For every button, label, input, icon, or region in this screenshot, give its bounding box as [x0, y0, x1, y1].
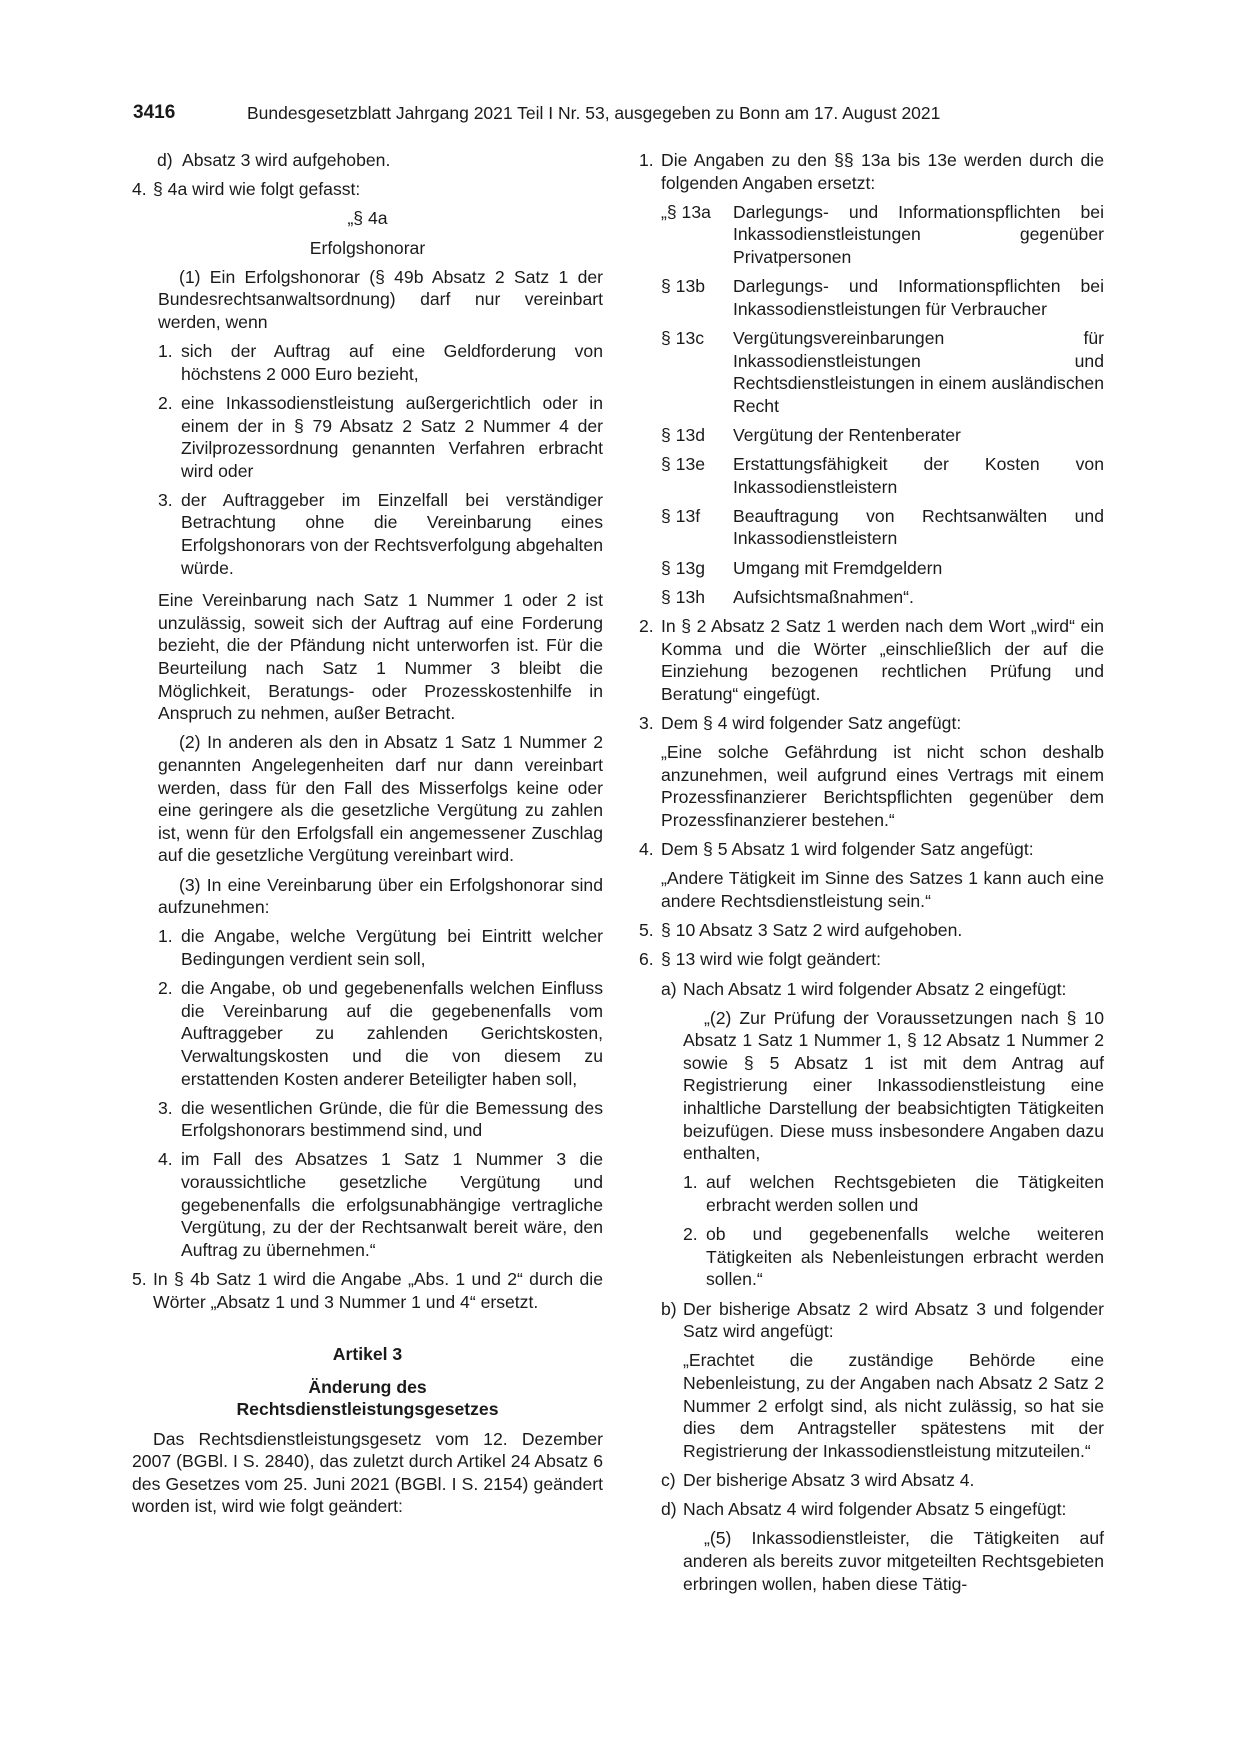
- toc-entry: § 13b Darlegungs- und Informationspflichten bei Inkassodienstleistungen für Verbraucher: [661, 276, 1104, 319]
- running-header: Bundesgesetzblatt Jahrgang 2021 Teil I Nr. 53, ausgegeben zu Bonn am 17. August 2021: [247, 103, 941, 123]
- article-title: Rechtsdienstleistungsgesetzes: [236, 1399, 499, 1420]
- list-item: 2. die Angabe, ob und gegebenenfalls welchen Einfluss die Vereinbarung auf die gegebenenfalls vom Auftraggeber zu zahlenden Gerichtskosten, Verwaltungskosten und die von diesem zu erstattenden Kosten anderer Beteiligter haben soll,: [158, 978, 603, 1089]
- right-column: [639, 149, 1104, 1602]
- paragraph: (2) In anderen als den in Absatz 1 Satz 1 Nummer 2 genannten Angelegenheiten darf nur dann vereinbart werden, dass für den Fall des Misserfolgs keine oder eine geringere als die gesetzliche Vergütung zu zahlen ist, wenn für den Erfolgsfall ein angemessener Zuschlag auf die gesetzliche Vergütung vereinbart wird.: [158, 732, 603, 866]
- list-item: 4. Dem § 5 Absatz 1 wird folgender Satz angefügt:: [639, 839, 1034, 860]
- paragraph: (1) Ein Erfolgshonorar (§ 49b Absatz 2 Satz 1 der Bundesrechtsanwaltsordnung) darf nur vereinbart werden, wenn: [158, 266, 603, 332]
- toc-entry: § 13g Umgang mit Fremdgeldern: [661, 557, 943, 578]
- list-item: 3. die wesentlichen Gründe, die für die Bemessung des Erfolgshonorars bestimmend sind, und: [158, 1097, 603, 1141]
- quoted-text: „(5) Inkassodienstleister, die Tätigkeiten auf anderen als bereits zuvor mitgeteilten Rechtsgebieten erbringen wollen, haben diese Tätig-: [683, 1528, 1104, 1594]
- list-item: 1. Die Angaben zu den §§ 13a bis 13e werden durch die folgenden Angaben ersetzt:: [639, 150, 1104, 193]
- list-item: d) Nach Absatz 4 wird folgender Absatz 5 eingefügt:: [661, 1499, 1067, 1520]
- list-item: 5. In § 4b Satz 1 wird die Angabe „Abs. 1 und 2“ durch die Wörter „Absatz 1 und 3 Nummer 1 und 4“ ersetzt.: [132, 1269, 603, 1312]
- list-item: 6. § 13 wird wie folgt geändert:: [639, 949, 882, 970]
- list-item: a) Nach Absatz 1 wird folgender Absatz 2 eingefügt:: [661, 978, 1067, 999]
- page-number: 3416: [133, 102, 176, 123]
- list-item: 2. ob und gegebenenfalls welche weiteren Tätigkeiten als Nebenleistungen erbracht werden sollen.“: [683, 1224, 1104, 1290]
- article-heading: Artikel 3: [332, 1344, 403, 1365]
- list-item: 4. § 4a wird wie folgt gefasst:: [132, 179, 361, 200]
- toc-entry: § 13e Erstattungsfähigkeit der Kosten von Inkassodienstleistern: [661, 454, 1104, 497]
- list-item: 1. sich der Auftrag auf eine Geldforderung von höchstens 2 000 Euro bezieht,: [158, 341, 603, 384]
- quoted-text: „Erachtet die zuständige Behörde eine Nebenleistung, zu der Angaben nach Absatz 2 Satz 2 Nummer 2 erfolgt sind, als nicht zulässig, so hat sie dies dem Antragsteller spätestens mit der Registrierung der Inkassodienstleistung mitzuteilen.“: [683, 1350, 1104, 1461]
- toc-entry: § 13f Beauftragung von Rechtsanwälten und Inkassodienstleistern: [661, 505, 1104, 549]
- toc-entry: „§ 13a Darlegungs- und Informationspflichten bei Inkassodienstleistungen gegenüber Privatpersonen: [661, 201, 1104, 267]
- list-item: 4. im Fall des Absatzes 1 Satz 1 Nummer 3 die voraussichtliche gesetzliche Vergütung und gegebenenfalls die erfolgsunabhängige vertragliche Vergütung, zu der der Rechtsanwalt bereit wäre, den Auftrag zu übernehmen.“: [158, 1149, 603, 1260]
- list-item: 2. eine Inkassodienstleistung außergerichtlich oder in einem der in § 79 Absatz 2 Satz 2 Nummer 4 der Zivilprozessordnung genannten Verfahren erbracht wird oder: [158, 392, 603, 481]
- section-title: Erfolgshonorar: [309, 237, 426, 258]
- list-item: 3. Dem § 4 wird folgender Satz angefügt:: [639, 713, 962, 733]
- paragraph: Eine Vereinbarung nach Satz 1 Nummer 1 oder 2 ist unzulässig, soweit sich der Auftrag auf eine Forderung bezieht, die der Pfändung nicht unterworfen ist. Für die Beurteilung nach Satz 1 Nummer 3 bleibt die Möglichkeit, Beratungs- oder Prozesskostenhilfe in Anspruch zu nehmen, außer Betracht.: [158, 590, 603, 724]
- paragraph: Das Rechtsdienstleistungsgesetz vom 12. Dezember 2007 (BGBl. I S. 2840), das zuletzt durch Artikel 24 Absatz 6 des Gesetzes vom 25. Juni 2021 (BGBl. I S. 2154) geändert worden ist, wird wie folgt geändert:: [132, 1428, 603, 1517]
- list-item: 1. die Angabe, welche Vergütung bei Eintritt welcher Bedingungen verdient sein soll,: [158, 926, 603, 969]
- section-heading: „§ 4a: [347, 208, 388, 229]
- left-column: [132, 149, 603, 1525]
- list-item: 1. auf welchen Rechtsgebieten die Tätigkeiten erbracht werden sollen und: [683, 1172, 1104, 1216]
- article-title: Änderung des: [308, 1376, 427, 1397]
- list-item: b) Der bisherige Absatz 2 wird Absatz 3 und folgender Satz wird angefügt:: [661, 1298, 1104, 1342]
- list-item: 2. In § 2 Absatz 2 Satz 1 werden nach dem Wort „wird“ ein Komma und die Wörter „einschließlich der auf die Einziehung bezogenen rechtlichen Prüfung und Beratung“ eingefügt.: [639, 616, 1104, 704]
- list-item: d) Absatz 3 wird aufgehoben.: [157, 150, 391, 170]
- toc-entry: § 13h Aufsichtsmaßnahmen“.: [661, 586, 914, 607]
- list-item: c) Der bisherige Absatz 3 wird Absatz 4.: [661, 1469, 975, 1490]
- quoted-text: „(2) Zur Prüfung der Voraussetzungen nach § 10 Absatz 1 Satz 1 Nummer 1, § 12 Absatz 1 Nummer 2 sowie § 5 Absatz 1 ist mit dem Antrag auf Registrierung einer Inkassodienstleistung eine inhaltliche Darstellung der beabsichtigten Tätigkeiten beizufügen. Diese muss insbesondere Angaben dazu enthalten,: [683, 1007, 1104, 1164]
- list-item: 5. § 10 Absatz 3 Satz 2 wird aufgehoben.: [639, 920, 963, 941]
- quoted-text: „Eine solche Gefährdung ist nicht schon deshalb anzunehmen, weil aufgrund eines Vertrags mit einem Prozessfinanzierer Berichtspflichten gegenüber dem Prozessfinanzierer bestehen.“: [661, 742, 1104, 830]
- toc-entry: § 13d Vergütung der Rentenberater: [661, 424, 961, 445]
- toc-entry: § 13c Vergütungsvereinbarungen für Inkassodienstleistungen und Rechtsdienstleistungen in einem ausländischen Recht: [661, 327, 1104, 416]
- quoted-text: „Andere Tätigkeit im Sinne des Satzes 1 kann auch eine andere Rechtsdienstleistung sein.“: [661, 868, 1104, 911]
- list-item: 3. der Auftraggeber im Einzelfall bei verständiger Betrachtung ohne die Vereinbarung eines Erfolgshonorars von der Rechtsverfolgung abgehalten würde.: [158, 489, 603, 578]
- paragraph: (3) In eine Vereinbarung über ein Erfolgshonorar sind aufzunehmen:: [158, 874, 603, 918]
